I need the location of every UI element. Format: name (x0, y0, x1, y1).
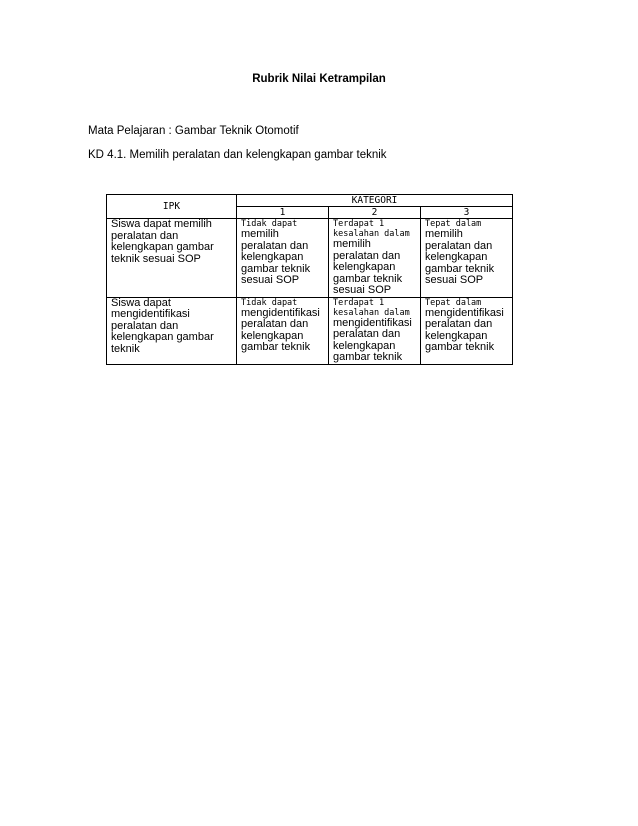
rubric-cell (237, 219, 329, 298)
table-row (107, 297, 513, 364)
cell-body: mengidentifikasi peralatan dan kelengkapan gambar teknik (241, 306, 320, 353)
cell-body: memilih peralatan dan kelengkapan gambar teknik sesuai SOP (425, 228, 495, 286)
kd-line: KD 4.1. Memilih peralatan dan kelengkapan gambar teknik (88, 149, 387, 161)
cell-lead: Tepat dalam (425, 219, 482, 229)
rubric-cell (237, 297, 329, 364)
cell-lead: Terdapat 1 kesalahan dalam (333, 297, 410, 318)
cell-lead: Terdapat 1 kesalahan dalam (333, 219, 410, 239)
rubric-cell (421, 219, 513, 298)
rubric-cell (421, 297, 513, 364)
document-title: Rubrik Nilai Ketrampilan (252, 73, 386, 85)
ipk-cell: Siswa dapat memilih peralatan dan kelengkapan gambar teknik sesuai SOP (107, 219, 237, 298)
cell-body: mengidentifikasi peralatan dan kelengkapan gambar teknik (333, 316, 412, 363)
category-3: 3 (421, 207, 513, 219)
cell-body: memilih peralatan dan kelengkapan gambar teknik sesuai SOP (333, 238, 403, 296)
header-kategori: KATEGORI (237, 195, 513, 207)
header-row (107, 195, 513, 207)
category-2: 2 (329, 207, 421, 219)
cell-lead: Tidak dapat (241, 297, 298, 308)
cell-body: mengidentifikasi peralatan dan kelengkapan gambar teknik (425, 306, 504, 353)
category-1: 1 (237, 207, 329, 219)
rubric-cell (329, 219, 421, 298)
rubric-table (106, 194, 513, 365)
rubric-cell (329, 297, 421, 364)
ipk-cell: Siswa dapat mengidentifikasi peralatan dan kelengkapan gambar teknik (107, 297, 237, 364)
table-row (107, 219, 513, 298)
subject-line: Mata Pelajaran : Gambar Teknik Otomotif (88, 125, 299, 137)
cell-lead: Tepat dalam (425, 297, 482, 308)
cell-lead: Tidak dapat (241, 219, 298, 229)
header-ipk: IPK (107, 195, 237, 219)
cell-body: memilih peralatan dan kelengkapan gambar teknik sesuai SOP (241, 228, 311, 286)
